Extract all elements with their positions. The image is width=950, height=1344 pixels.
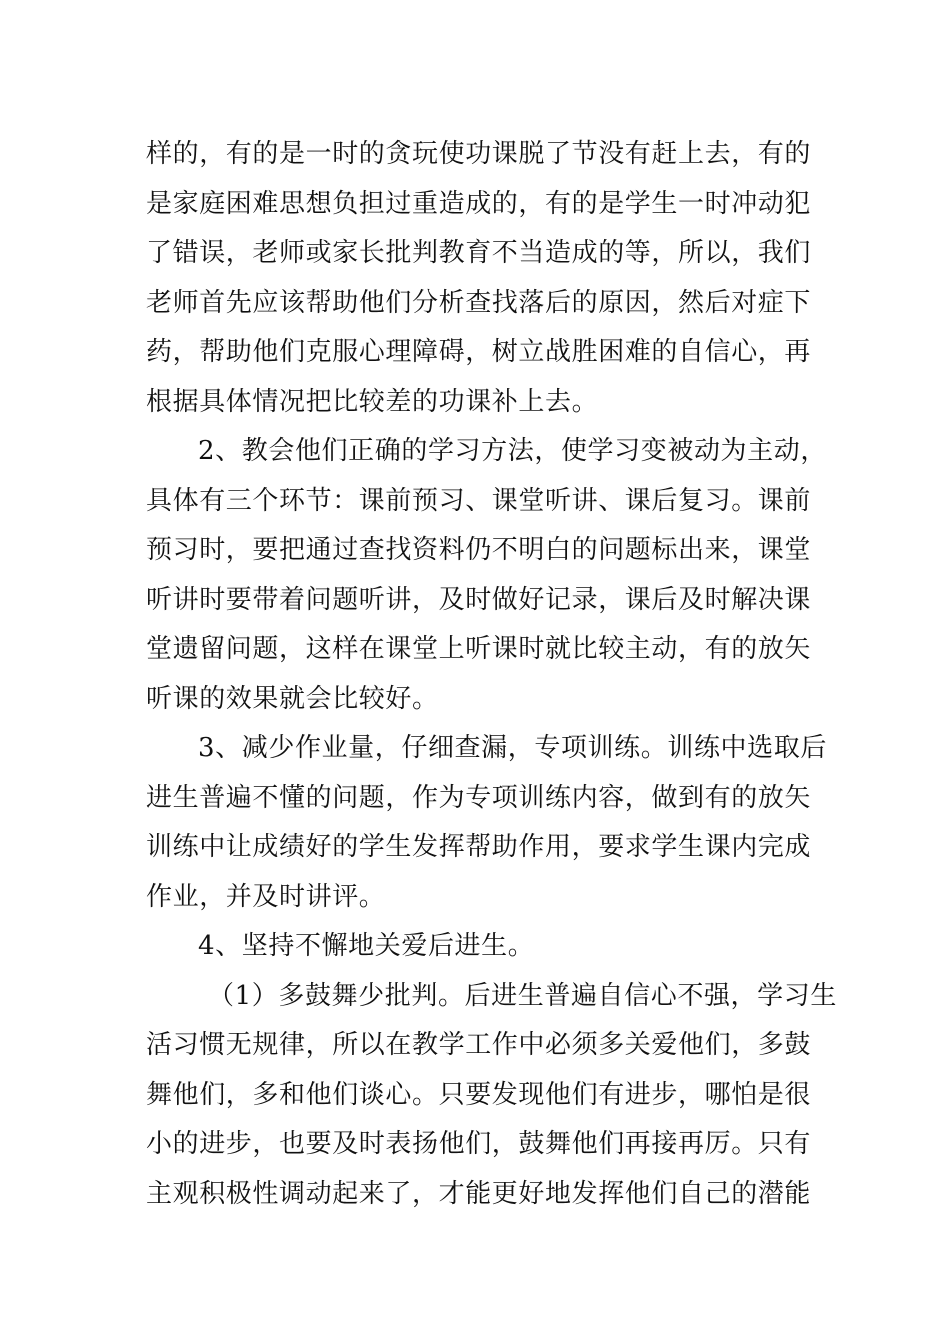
document-body bbox=[146, 130, 837, 1219]
text-line: 活习惯无规律，所以在教学工作中必须多关爱他们，多鼓 bbox=[146, 1030, 812, 1060]
text-line: 堂遗留问题，这样在课堂上听课时就比较主动，有的放矢 bbox=[146, 634, 812, 664]
text-line: 老师首先应该帮助他们分析查找落后的原因，然后对症下 bbox=[146, 287, 812, 318]
text-line: 小的进步，也要及时表扬他们，鼓舞他们再接再厉。只有 bbox=[146, 1129, 812, 1159]
text-line: 了错误，老师或家长批判教育不当造成的等，所以，我们 bbox=[146, 238, 812, 268]
text-line: 听课的效果就会比较好。 bbox=[146, 683, 439, 714]
text-line: 4、坚持不懈地关爱后进生。 bbox=[198, 931, 535, 961]
paragraph-2 bbox=[146, 427, 827, 724]
text-line: 主观积极性调动起来了，才能更好地发挥他们自己的潜能 bbox=[146, 1178, 812, 1209]
text-line: 舞他们，多和他们谈心。只要发现他们有进步，哪怕是很 bbox=[146, 1079, 812, 1110]
paragraph-4 bbox=[146, 922, 811, 972]
text-line: 具体有三个环节：课前预习、课堂听讲、课后复习。课前 bbox=[146, 485, 812, 516]
text-line: （1）多鼓舞少批判。后进生普遍自信心不强，学习生 bbox=[208, 980, 837, 1011]
text-line: 样的，有的是一时的贪玩使功课脱了节没有赶上去，有的 bbox=[146, 139, 812, 169]
text-line: 2、教会他们正确的学习方法，使学习变被动为主动， bbox=[198, 436, 827, 466]
text-line: 药，帮助他们克服心理障碍，树立战胜困难的自信心，再 bbox=[146, 337, 812, 367]
paragraph-5 bbox=[146, 972, 837, 1220]
text-line: 是家庭困难思想负担过重造成的，有的是学生一时冲动犯 bbox=[146, 188, 812, 219]
text-line: 进生普遍不懂的问题，作为专项训练内容，做到有的放矢 bbox=[146, 782, 812, 813]
text-line: 3、减少作业量，仔细查漏，专项训练。训练中选取后 bbox=[198, 733, 827, 763]
text-line: 听讲时要带着问题听讲，及时做好记录，课后及时解决课 bbox=[146, 584, 812, 615]
text-line: 预习时，要把通过查找资料仍不明白的问题标出来，课堂 bbox=[146, 535, 812, 565]
text-line: 根据具体情况把比较差的功课补上去。 bbox=[146, 386, 599, 417]
text-line: 训练中让成绩好的学生发挥帮助作用，要求学生课内完成 bbox=[146, 832, 812, 862]
paragraph-1 bbox=[146, 130, 811, 427]
paragraph-3 bbox=[146, 724, 827, 922]
text-line: 作业，并及时讲评。 bbox=[146, 881, 386, 912]
